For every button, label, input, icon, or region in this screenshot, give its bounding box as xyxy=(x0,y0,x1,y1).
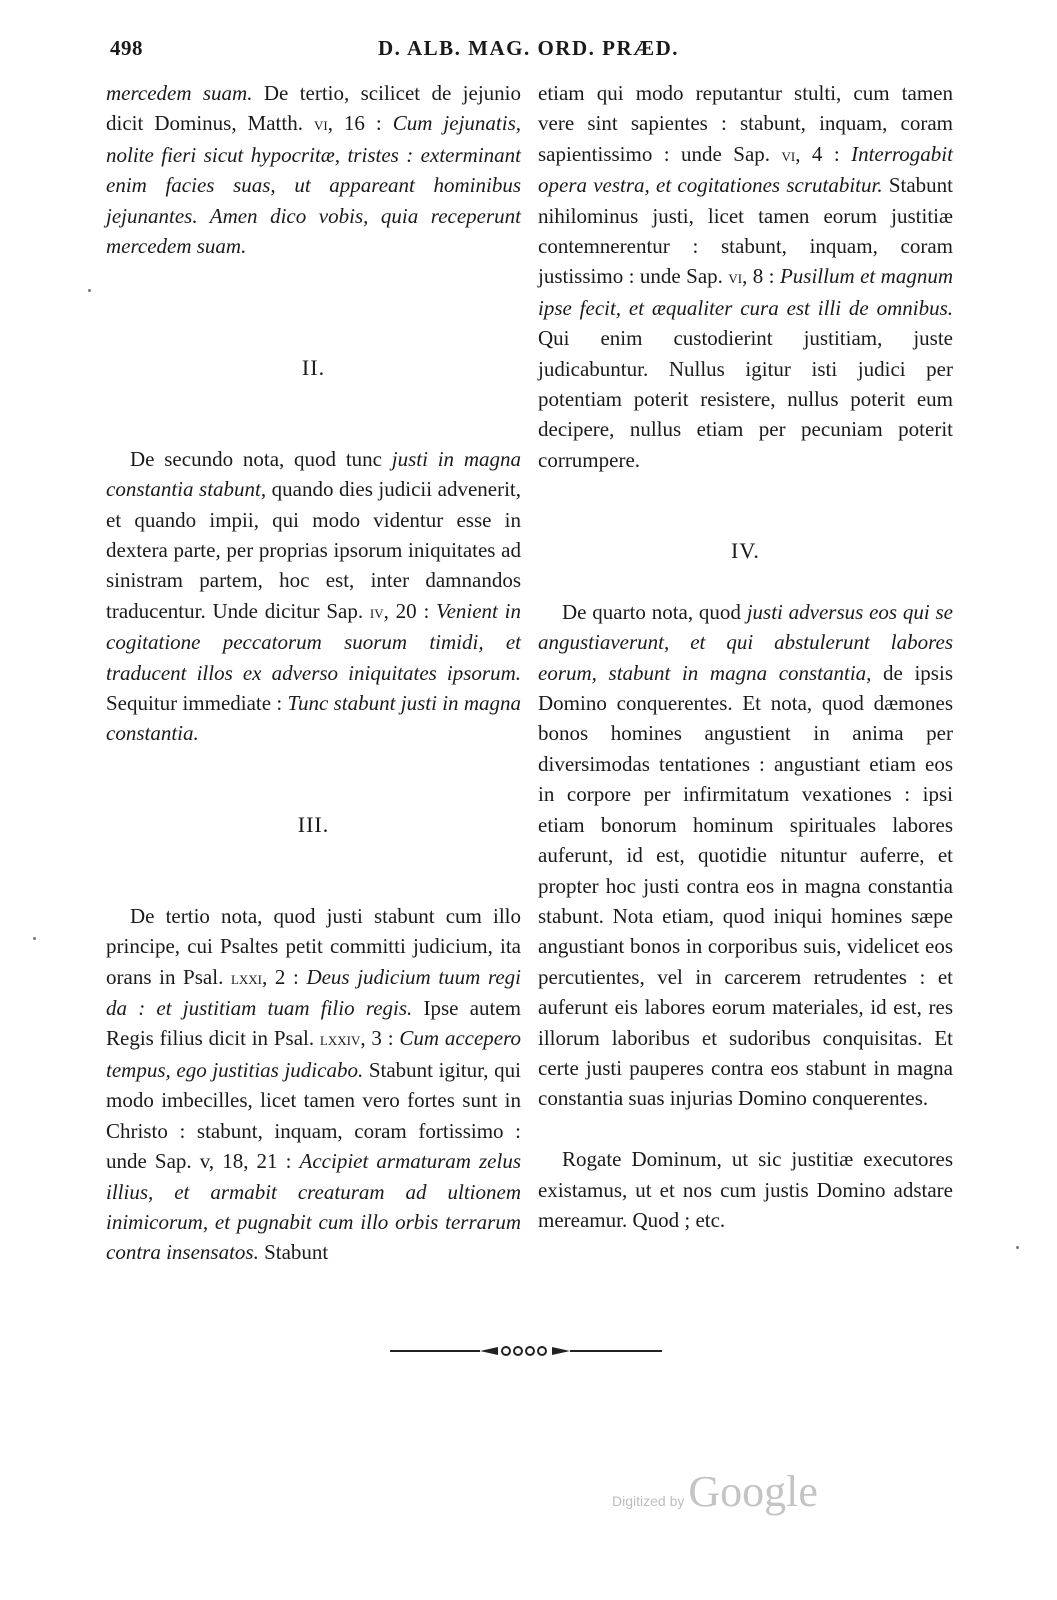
paragraph: De tertio nota, quod justi stabunt cum illo principe, cui Psaltes petit committi judicium, ita orans in Psal. lxxi, 2 : Deus judicium tuum regi da : et justitiam tuam filio regis. Ipse autem Regis filius dicit in Psal. lxxiv, 3 : Cum accepero tempus, ego justitias judicabo. Stabunt igitur, qui modo imbecilles, licet tamen vero fortes sunt in Christo : stabunt, inquam, coram fortissimo : unde Sap. v, 18, 21 : Accipiet armaturam zelus illius, et armabit creaturam ad ultionem inimicorum, et pugnabit cum illo orbis terrarum contra insensatos. Stabunt xyxy=(106,903,522,1265)
italic-run: justi in magna constantia stabunt, xyxy=(106,446,521,502)
scan-speck xyxy=(88,289,91,292)
left-column xyxy=(106,78,521,1268)
small-caps-run: lxxiv xyxy=(319,1029,361,1050)
page-number: 498 xyxy=(110,36,143,60)
watermark-logo: Google xyxy=(688,1467,818,1516)
right-column xyxy=(538,78,953,1235)
italic-run: Cum accepero tempus, ego justitias judicabo. xyxy=(106,1026,521,1082)
section-heading: II. xyxy=(301,354,326,380)
ornament-divider xyxy=(390,1343,662,1359)
section-heading: IV. xyxy=(731,538,760,564)
watermark xyxy=(612,1466,818,1517)
italic-run: Tunc stabunt justi in magna constantia. xyxy=(106,691,522,746)
italic-run: Accipiet armaturam zelus illius, et armabit creaturam ad ultionem inimicorum, et pugnabit cum illo orbis terrarum contra insensatos. xyxy=(106,1149,521,1265)
italic-run: Deus judicium tuum regi da : et justitiam tuam filio regis. xyxy=(106,964,521,1021)
scan-speck xyxy=(1016,1246,1019,1249)
small-caps-run: lxxi xyxy=(230,967,262,988)
small-caps-run: vi xyxy=(728,267,743,288)
italic-run: mercedem suam. xyxy=(106,81,253,105)
small-caps-run: vi xyxy=(781,144,796,165)
small-caps-run: iv xyxy=(369,601,384,622)
paragraph: mercedem suam. De tertio, scilicet de jejunio dicit Dominus, Matth. vi, 16 : Cum jejunatis, nolite fieri sicut hypocritæ, tristes : exterminant enim facies suas, ut appareant hominibus jejunantes. Amen dico vobis, quia receperunt mercedem suam. xyxy=(106,81,521,259)
watermark-digitized: Digitized by xyxy=(612,1493,685,1509)
paragraph: etiam qui modo reputantur stulti, cum tamen vere sint sapientes : stabunt, inquam, coram sapientissimo : unde Sap. vi, 4 : Interrogabit opera vestra, et cogitationes scrutabitur. Stabunt nihilominus justi, licet tamen eorum justitiæ contemnerentur : stabunt, inquam, coram justissimo : unde Sap. vi, 8 : Pusillum et magnum ipse fecit, et æqualiter cura est illi de omnibus. Qui enim custodierint justitiam, juste judicabuntur. Nullus igitur isti judici per potentiam poterit resistere, nullus poterit eum decipere, nullus etiam per pecuniam poterit corrumpere. xyxy=(538,81,954,472)
italic-run: justi adversus eos qui se angustiaverunt, et qui abstulerunt labores eorum, stabunt in magna constantia, xyxy=(538,599,954,685)
scan-speck xyxy=(33,937,36,940)
paragraph: De secundo nota, quod tunc justi in magna constantia stabunt, quando dies judicii advenerit, et quando impii, qui modo videntur esse in dextera parte, per proprias ipsorum iniquitates ad sinistram partem, hoc est, inter damnandos traducentur. Unde dicitur Sap. iv, 20 : Venient in cogitatione peccatorum suorum timidi, et traducent illos ex adverso iniquitates ipsorum. Sequitur immediate : Tunc stabunt justi in magna constantia. xyxy=(106,446,522,746)
paragraph: De quarto nota, quod justi adversus eos qui se angustiaverunt, et qui abstulerunt labores eorum, stabunt in magna constantia, de ipsis Domino conquerentes. Et nota, quod dæmones bonos homines angustient in anima per diversimodas tentationes : angustiant etiam eos in corpore per infirmitatum vexationes : ipsi etiam bonorum hominum spirituales labores auferunt, id est, quotidie nituntur auferre, et propter hoc justi contra eos in magna constantia stabunt. Nota etiam, quod iniqui homines sæpe angustiant bonos in corporibus suis, videlicet eos percutientes, vel in carcerem retrudentes : et auferunt eis labores eorum materiales, id est, res illorum laboribus et sudoribus conquisitas. Et certe justi pauperes contra eos stabunt in magna constantia suas injurias Domino conquerentes. xyxy=(538,599,954,1111)
italic-run: Interrogabit opera vestra, et cogitationes scrutabitur. xyxy=(538,141,953,198)
paragraph: Rogate Dominum, ut sic justitiæ executores existamus, ut et nos cum justis Domino adstare mereamur. Quod ; etc. xyxy=(538,1147,953,1232)
italic-run: Venient in cogitatione peccatorum suorum timidi, et traducent illos ex adverso iniquitates ipsorum. xyxy=(106,598,521,685)
italic-run: Pusillum et magnum ipse fecit, et æqualiter cura est illi de omnibus. xyxy=(538,264,953,320)
small-caps-run: vi xyxy=(313,114,328,135)
running-head: D. ALB. MAG. ORD. PRÆD. xyxy=(377,36,680,60)
italic-run: Cum jejunatis, nolite fieri sicut hypocritæ, tristes : exterminant enim facies suas, ut appareant hominibus jejunantes. Amen dico vobis, quia receperunt mercedem suam. xyxy=(106,111,521,259)
section-heading: III. xyxy=(297,811,330,837)
